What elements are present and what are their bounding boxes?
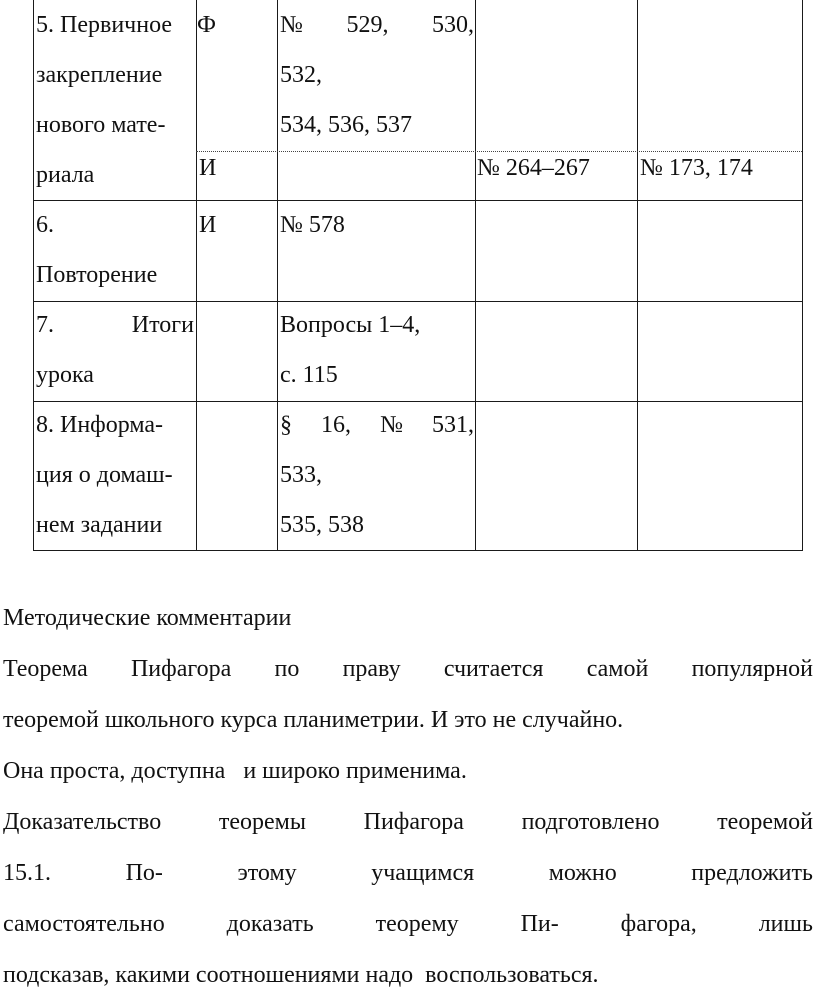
- table-divider: [475, 0, 476, 551]
- paragraph-line: подсказав, какими соотношениями надо воспользоваться.: [3, 962, 599, 988]
- table-border-left: [33, 0, 34, 551]
- cell-line: Повторение: [36, 262, 158, 288]
- comments-heading: Методические комментарии: [3, 605, 292, 631]
- cell-line: 532,: [280, 62, 322, 88]
- cell-line: § 16, № 531,: [280, 412, 474, 438]
- paragraph-line: Теорема Пифагора по праву считается самой популярной: [3, 656, 813, 682]
- table-cell-form: И: [199, 212, 217, 238]
- paragraph-line: Она проста, доступна и широко применима.: [3, 758, 467, 784]
- table-cell-tasks: [280, 400, 474, 550]
- cell-line: с. 115: [280, 362, 338, 388]
- cell-line: 534, 536, 537: [280, 112, 412, 138]
- cell-line: № 529, 530,: [280, 12, 474, 38]
- comments-paragraph-2: [3, 797, 813, 1001]
- table-cell-stage: [36, 300, 194, 400]
- cell-line: урока: [36, 362, 94, 388]
- table-cell-stage: [36, 400, 173, 550]
- cell-line: 6.: [36, 212, 54, 238]
- table-cell-col4: № 264–267: [477, 155, 590, 181]
- table-divider: [637, 0, 638, 551]
- cell-line: 8. Информа-: [36, 412, 164, 438]
- cell-line: 7. Итоги: [36, 312, 194, 338]
- table-border-right: [802, 0, 803, 551]
- table-cell-tasks: № 578: [280, 212, 345, 238]
- paragraph-line: теоремой школьного курса планиметрии. И это не случайно.: [3, 707, 624, 733]
- cell-line: ция о домаш-: [36, 462, 173, 488]
- cell-line: нового мате-: [36, 112, 166, 138]
- table-divider: [196, 0, 197, 551]
- paragraph-line: Доказательство теоремы Пифагора подготовлено теоремой: [3, 809, 813, 835]
- cell-line: нем задании: [36, 512, 163, 538]
- table-divider: [277, 0, 278, 551]
- cell-line: Вопросы 1–4,: [280, 312, 421, 338]
- table-border-bottom: [33, 550, 803, 551]
- table-cell-stage: [36, 0, 172, 200]
- table-cell-tasks: [280, 300, 420, 400]
- cell-line: 5. Первичное: [36, 12, 173, 38]
- table-cell-form: Ф: [197, 12, 216, 38]
- table-cell-form: И: [199, 155, 217, 181]
- cell-line: 535, 538: [280, 512, 364, 538]
- paragraph-line: самостоятельно доказать теорему Пи- фагора, лишь: [3, 911, 813, 937]
- paragraph-line: 15.1. По- этому учащимся можно предложить: [3, 860, 813, 886]
- table-cell-tasks: [280, 0, 474, 150]
- cell-line: 533,: [280, 462, 322, 488]
- table-cell-col5: № 173, 174: [640, 155, 753, 181]
- comments-paragraph-1: [3, 644, 813, 797]
- cell-line: закрепление: [36, 62, 163, 88]
- cell-line: риала: [36, 162, 95, 188]
- table-cell-stage: [36, 200, 157, 300]
